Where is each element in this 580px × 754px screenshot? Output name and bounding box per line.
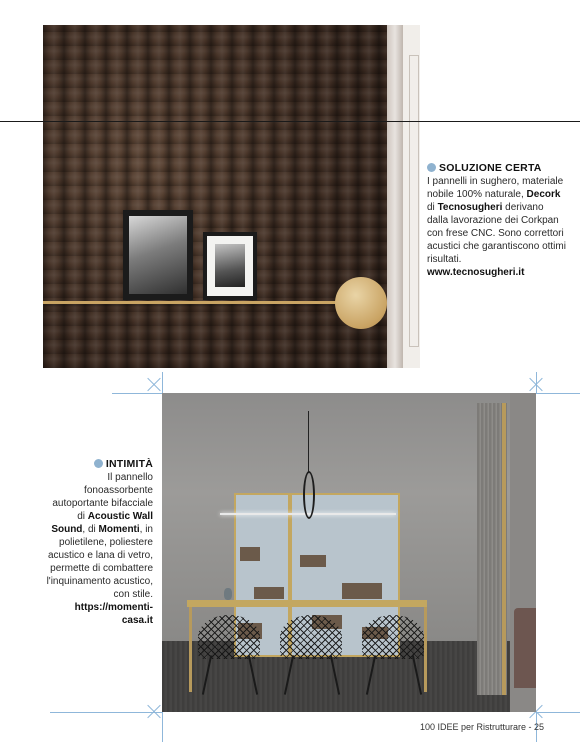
caption-intimita: [46, 458, 153, 627]
registration-cross-icon: [145, 376, 163, 394]
table-vase: [224, 588, 232, 600]
company-name: Momenti: [98, 524, 140, 535]
partition-brass-edge: [502, 403, 506, 695]
cork-panel-texture: [43, 25, 387, 368]
bullet-dot-icon: [94, 459, 103, 468]
caption-body: I pannelli in sughero, materiale nobile 100% naturale, Decork di Tecnosugheri derivano dalla lavorazione dei Corkpan con frese CNC. Sono correttori acustici che garantiscono ottimi risultati. www.tecnosugheri.it: [427, 176, 566, 278]
picture-frame-large: [123, 210, 193, 300]
brass-shelf: [43, 301, 343, 304]
wire-chair: [198, 615, 260, 659]
brass-disc-lamp: [335, 277, 387, 329]
website-link[interactable]: https://momenti-casa.it: [74, 602, 153, 626]
table-leg: [189, 607, 192, 692]
dining-room-photo: [162, 393, 536, 712]
wire-chair: [280, 615, 342, 659]
registration-cross-icon: [145, 703, 163, 721]
wire-chair: [362, 615, 424, 659]
armchair-corner: [514, 608, 536, 688]
website-link[interactable]: www.tecnosugheri.it: [427, 267, 525, 278]
dining-table: [187, 600, 427, 607]
company-name: Tecnosugheri: [437, 202, 503, 213]
table-leg: [424, 607, 427, 692]
picture-frame-small: [203, 232, 257, 300]
page-footer: 100 IDEE per Ristrutturare - 25: [420, 722, 545, 732]
door-panel: [409, 55, 419, 347]
registration-cross-icon: [527, 376, 545, 394]
caption-soluzione-certa: [427, 162, 567, 279]
cork-wall-photo: [43, 25, 420, 368]
caption-body: Il pannello fonoassorbente autoportante bifacciale di Acoustic Wall Sound, di Momenti, in polietilene, poliestere acustico e lana di vetro, permette di combattere l'inquinamento acustico, con stile. https://momenti-casa.it: [46, 472, 153, 626]
lamp-wire: [308, 411, 309, 473]
bullet-dot-icon: [427, 163, 436, 172]
brand-name: Decork: [526, 189, 561, 200]
product-name: Acoustic Wall Sound: [51, 511, 153, 535]
ring-pendant-lamp: [303, 471, 315, 519]
wall-pillar: [387, 25, 403, 368]
caption-title: SOLUZIONE CERTA: [427, 162, 567, 175]
caption-title: INTIMITÀ: [46, 458, 153, 471]
horizontal-rule: [0, 121, 580, 122]
